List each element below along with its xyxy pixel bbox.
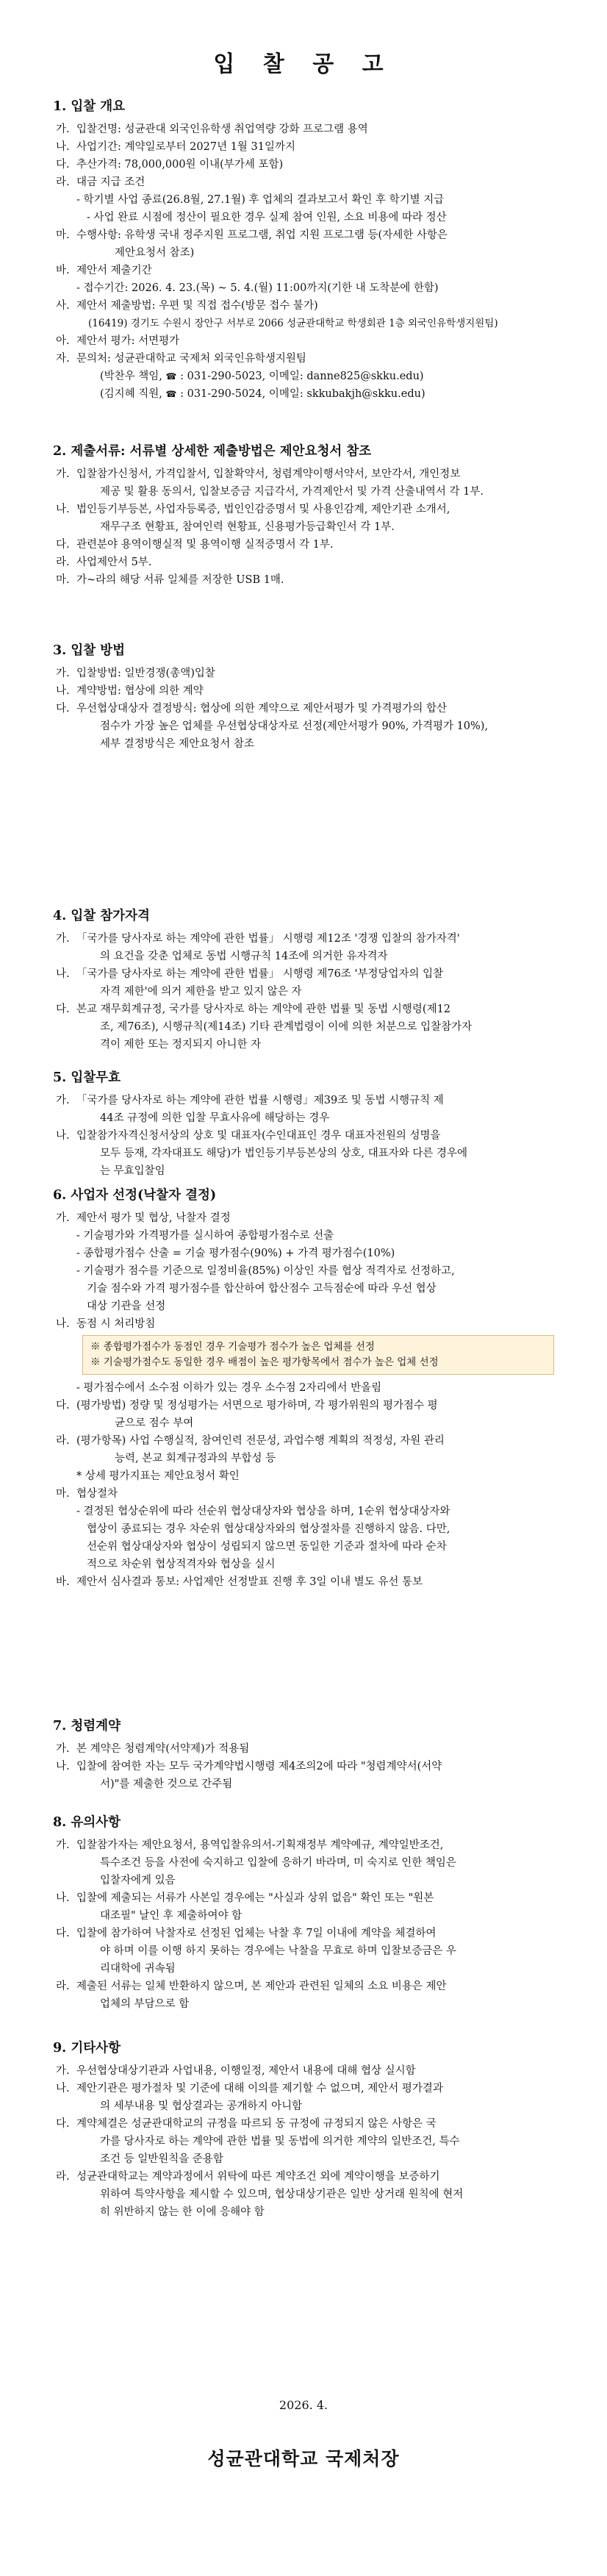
section-heading: 7. 청렴계약 xyxy=(53,1719,121,1734)
section-heading: 1. 입찰 개요 xyxy=(53,99,126,114)
list-item: 가. 입찰참가자는 제안요청서, 용역입찰유의서-기획재정부 계약예규, 계약일반조건, xyxy=(56,1839,444,1851)
continuation: 대상 기관을 선정 xyxy=(87,1300,166,1312)
phone-icon: ☎ xyxy=(165,389,177,399)
continuation: 점수가 가장 높은 업체를 우선협상대상자로 선정(제안서평가 90%, 가격평가 10%), xyxy=(100,720,489,732)
continuation: 재무구조 현황표, 참여인력 현황표, 신용평가등급확인서 각 1부. xyxy=(100,521,395,533)
list-item: 다. 입찰에 참가하여 낙찰자로 선정된 업체는 낙찰 후 7일 이내에 계약을 체결하여 xyxy=(56,1928,437,1939)
sub-item: - 접수기간: 2026. 4. 23.(목) ~ 5. 4.(월) 11:00까지(기한 내 도착분에 한함) xyxy=(76,282,439,294)
phone-icon: ☎ xyxy=(165,371,177,382)
list-item: 가. 「국가를 당사자로 하는 계약에 관한 법률」 시행령 제12조 '경쟁 입찰의 참가자격' xyxy=(56,933,460,945)
tie-rule-box xyxy=(82,1335,554,1375)
continuation: 조건 등 일반원칙을 준용함 xyxy=(100,2153,223,2165)
continuation: 44조 규정에 의한 입찰 무효사유에 해당하는 경우 xyxy=(100,1112,330,1124)
list-item: 마. 수행사항: 유학생 국내 정주지원 프로그램, 취업 지원 프로그램 등(자세한 사항은 xyxy=(56,229,448,241)
continuation: 기술 점수와 가격 평가점수를 합산하여 합산점수 고득점순에 따라 우선 협상 xyxy=(87,1283,437,1295)
list-item: 가. 입찰참가신청서, 가격입찰서, 입찰확약서, 청렴계약이행서약서, 보안각서, 개인정보 xyxy=(56,468,461,480)
continuation: 세부 결정방식은 제안요청서 참조 xyxy=(100,738,254,750)
list-item: 바. 제안서 심사결과 통보: 사업제안 선정발표 진행 후 3일 이내 별도 유선 통보 xyxy=(56,1576,423,1588)
list-item: 가. 우선협상대상기관과 사업내용, 이행일정, 제안서 내용에 대해 협상 실시함 xyxy=(56,2065,416,2077)
list-item: 다. 우선협상대상자 결정방식: 협상에 의한 계약으로 제안서평가 및 가격평가의 합산 xyxy=(56,703,447,715)
continuation: 의 세부내용 및 협상결과는 공개하지 아니함 xyxy=(100,2100,303,2112)
continuation: 위하여 특약사항을 제시할 수 있으며, 협상대상기관은 일반 상거래 원칙에 현저 xyxy=(100,2189,464,2200)
list-item: 나. 계약방법: 협상에 의한 계약 xyxy=(56,685,204,697)
continuation: 히 위반하지 않는 한 이에 응해야 함 xyxy=(100,2206,265,2218)
list-item: 가. 입찰방법: 일반경쟁(총액)입찰 xyxy=(56,668,215,679)
section-invalid-bids xyxy=(53,1069,567,1181)
list-item: 나. 입찰참가자격신청서상의 상호 및 대표자(수인대표인 경우 대표자전원의 성명을 xyxy=(56,1130,441,1142)
page-title: 입 찰 공 고 xyxy=(213,51,394,77)
continuation: 모두 등재, 각자대표도 해당)가 법인등기부등본상의 상호, 대표자와 다른 경우에 xyxy=(100,1148,467,1159)
list-item: 마. 협상절차 xyxy=(56,1488,118,1500)
continuation: 가를 당사자로 하는 계약에 관한 법률 및 동법에 의거한 계약의 일반조건, 특수 xyxy=(100,2136,460,2147)
list-item: 나. 법인등기부등본, 사업자등록증, 법인인감증명서 및 사용인감계, 제안기관 소개서, xyxy=(56,504,450,515)
continuation: 협상이 종료되는 경우 차순위 협상대상자와의 협상절차를 진행하지 않음. 다만, xyxy=(87,1523,450,1535)
section-selection xyxy=(53,1187,567,1592)
list-item: 가. 입찰건명: 성균관대 외국인유학생 취업역량 강화 프로그램 용역 xyxy=(56,124,368,135)
list-item: 자. 문의처: 성균관대학교 국제처 외국인유학생지원팀 xyxy=(56,353,306,365)
section-submission-documents xyxy=(53,443,567,590)
list-item: 라. 사업제안서 5부. xyxy=(56,557,152,568)
contact-line: (박찬우 책임, ☎ : 031-290-5023, 이메일: danne825@skku.edu) xyxy=(100,371,424,382)
section-heading: 6. 사업자 선정(낙찰자 결정) xyxy=(53,1188,217,1203)
list-item: 라. (평가항목) 사업 수행실적, 참여인력 전문성, 과업수행 계획의 적정성, 자원 관리 xyxy=(56,1435,445,1447)
sub-item: - 기술평가와 가격평가를 실시하여 종합평가점수로 선출 xyxy=(76,1230,334,1242)
section-heading: 4. 입찰 참가자격 xyxy=(53,909,150,923)
section-heading: 8. 유의사항 xyxy=(53,1815,121,1830)
list-item: 바. 제안서 제출기간 xyxy=(56,265,152,276)
continuation: 격이 제한 또는 정지되지 아니한 자 xyxy=(100,1039,262,1051)
section-cautions xyxy=(53,1814,567,2014)
list-item: 나. 제안기관은 평가절차 및 기준에 대해 이의를 제기할 수 없으며, 제안서 평가결과 xyxy=(56,2083,443,2094)
section-other-matters xyxy=(53,2039,567,2222)
address-line: (16419) 경기도 수원시 장안구 서부로 2066 성균관대학교 학생회관 1층 외국인유학생지원팀) xyxy=(88,318,498,329)
section-heading: 5. 입찰무효 xyxy=(53,1070,121,1085)
list-item: 나. 입찰에 참여한 자는 모두 국가계약법시행령 제4조의2에 따라 "청렴계약서(서약 xyxy=(56,1761,442,1772)
list-item: 가. 본 계약은 청렴계약(서약제)가 적용됨 xyxy=(56,1743,250,1755)
sub-item: - 평가점수에서 소수점 이하가 있는 경우 소수점 2자리에서 반올림 xyxy=(76,1382,382,1394)
section-bid-overview xyxy=(53,98,567,404)
continuation: 서)"를 제출한 것으로 간주됨 xyxy=(100,1778,233,1790)
continuation: 업체의 부담으로 함 xyxy=(100,1998,190,2010)
section-heading: 2. 제출서류: 서류별 상세한 제출방법은 제안요청서 참조 xyxy=(53,444,372,459)
sub-item: - 학기별 사업 종료(26.8월, 27.1월) 후 업체의 결과보고서 확인 후 학기별 지급 xyxy=(76,194,445,206)
section-eligibility xyxy=(53,907,567,1055)
continuation: 는 무효입찰임 xyxy=(100,1165,165,1177)
tie-rule-line: ※ 종합평가점수가 동점인 경우 기술평가 점수가 높은 업체를 선정 xyxy=(90,1341,375,1353)
list-item: 다. 관련분야 용역이행실적 및 용역이행 실적증명서 각 1부. xyxy=(56,539,334,551)
continuation: 제공 및 활용 동의서, 입찰보증금 지급각서, 가격제안서 및 가격 산출내역서 각 1부. xyxy=(100,486,484,498)
list-item: 나. 사업기간: 계약일로부터 2027년 1월 31일까지 xyxy=(56,141,296,153)
list-item: 라. 성균관대학교는 계약과정에서 위탁에 따른 계약조건 외에 계약이행을 보증하기 xyxy=(56,2171,440,2183)
continuation: 균으로 점수 부여 xyxy=(115,1417,194,1429)
continuation: 조, 제76조), 시행규칙(제14조) 기타 관계법령이 이에 의한 처분으로 입찰참가자 xyxy=(100,1021,473,1033)
sub-item: - 기술평가 점수를 기준으로 일정비율(85%) 이상인 자를 협상 적격자로 선정하고, xyxy=(76,1265,455,1277)
continuation: 의 요건을 갖춘 업체로 동법 시행규칙 14조에 의거한 유자격자 xyxy=(100,951,388,962)
continuation: 제안요청서 참조) xyxy=(115,247,195,259)
note: * 상세 평가지표는 제안요청서 확인 xyxy=(76,1470,240,1482)
list-item: 나. 「국가를 당사자로 하는 계약에 관한 법률」 시행령 제76조 '부정당업자의 입찰 xyxy=(56,968,444,980)
continuation: 능력, 본교 회계규정과의 부합성 등 xyxy=(115,1453,276,1464)
list-item: 다. (평가방법) 정량 및 정성평가는 서면으로 평가하며, 각 평가위원의 평가점수 평 xyxy=(56,1400,438,1412)
list-item: 가. 「국가를 당사자로 하는 계약에 관한 법률 시행령」제39조 및 동법 시행규칙 제 xyxy=(56,1095,444,1106)
continuation: 선순위 협상대상자와 협상이 성립되지 않으면 동일한 기준과 절차에 따라 순차 xyxy=(87,1541,447,1553)
list-item: 라. 대금 지급 조건 xyxy=(56,176,146,188)
list-item: 다. 본교 재무회계규정, 국가를 당사자로 하는 계약에 관한 법률 및 동법 시행령(제12 xyxy=(56,1003,451,1015)
list-item: 아. 제안서 평가: 서면평가 xyxy=(56,335,180,347)
contact-line: (김지혜 직원, ☎ : 031-290-5024, 이메일: skkubakjh@skku.edu) xyxy=(100,388,425,400)
continuation: 특수조건 등을 사전에 숙지하고 입찰에 응하기 바라며, 미 숙지로 인한 책임은 xyxy=(100,1857,456,1869)
list-item: 다. 추산가격: 78,000,000원 이내(부가세 포함) xyxy=(56,159,284,171)
list-item: 나. 동점 시 처리방침 xyxy=(56,1318,156,1330)
list-item: 가. 제안서 평가 및 협상, 낙찰자 결정 xyxy=(56,1212,231,1224)
tie-rule-line: ※ 기술평가점수도 동일한 경우 배점이 높은 평가항목에서 점수가 높은 업체 선정 xyxy=(90,1356,439,1368)
continuation: 야 하며 이를 이행 하지 못하는 경우에는 낙찰을 무효로 하며 입찰보증금은 우 xyxy=(100,1945,456,1957)
continuation: 입찰자에게 있음 xyxy=(100,1875,176,1886)
list-item: 나. 입찰에 제출되는 서류가 사본일 경우에는 "사실과 상위 없음" 확인 또는 "원본 xyxy=(56,1892,434,1904)
list-item: 다. 계약체결은 성균관대학교의 규정을 따르되 동 규정에 규정되지 않은 사항은 국 xyxy=(56,2118,437,2130)
sub-item: - 종합평가점수 산출 = 기술 평가점수(90%) + 가격 평가점수(10%) xyxy=(76,1248,395,1259)
section-heading: 3. 입찰 방법 xyxy=(53,643,126,658)
continuation: 적으로 차순위 협상적격자와 협상을 실시 xyxy=(87,1559,276,1570)
section-heading: 9. 기타사항 xyxy=(53,2041,121,2056)
list-item: 사. 제안서 제출방법: 우편 및 직접 접수(방문 접수 불가) xyxy=(56,300,318,312)
continuation: 리대학에 귀속됨 xyxy=(100,1963,176,1975)
section-integrity-contract xyxy=(53,1717,567,1795)
list-item: 마. 가~라의 해당 서류 일체를 저장한 USB 1매. xyxy=(56,574,284,586)
section-bid-method xyxy=(53,642,567,754)
continuation: 자격 제한'에 의거 제한을 받고 있지 않은 자 xyxy=(100,986,302,998)
notice-date: 2026. 4. xyxy=(279,2398,328,2412)
sub-item: - 결정된 협상순위에 따라 선순위 협상대상자와 협상을 하며, 1순위 협상대상자와 xyxy=(76,1506,450,1517)
issuer-signature: 성균관대학교 국제처장 xyxy=(207,2448,400,2469)
list-item: 라. 제출된 서류는 일체 반환하지 않으며, 본 제안과 관련된 일체의 소요 비용은 제안 xyxy=(56,1981,447,1992)
sub-item: - 사업 완료 시점에 정산이 필요한 경우 실제 참여 인원, 소요 비용에 따라 정산 xyxy=(87,212,447,223)
continuation: 대조필" 날인 후 제출하여야 함 xyxy=(100,1910,243,1922)
